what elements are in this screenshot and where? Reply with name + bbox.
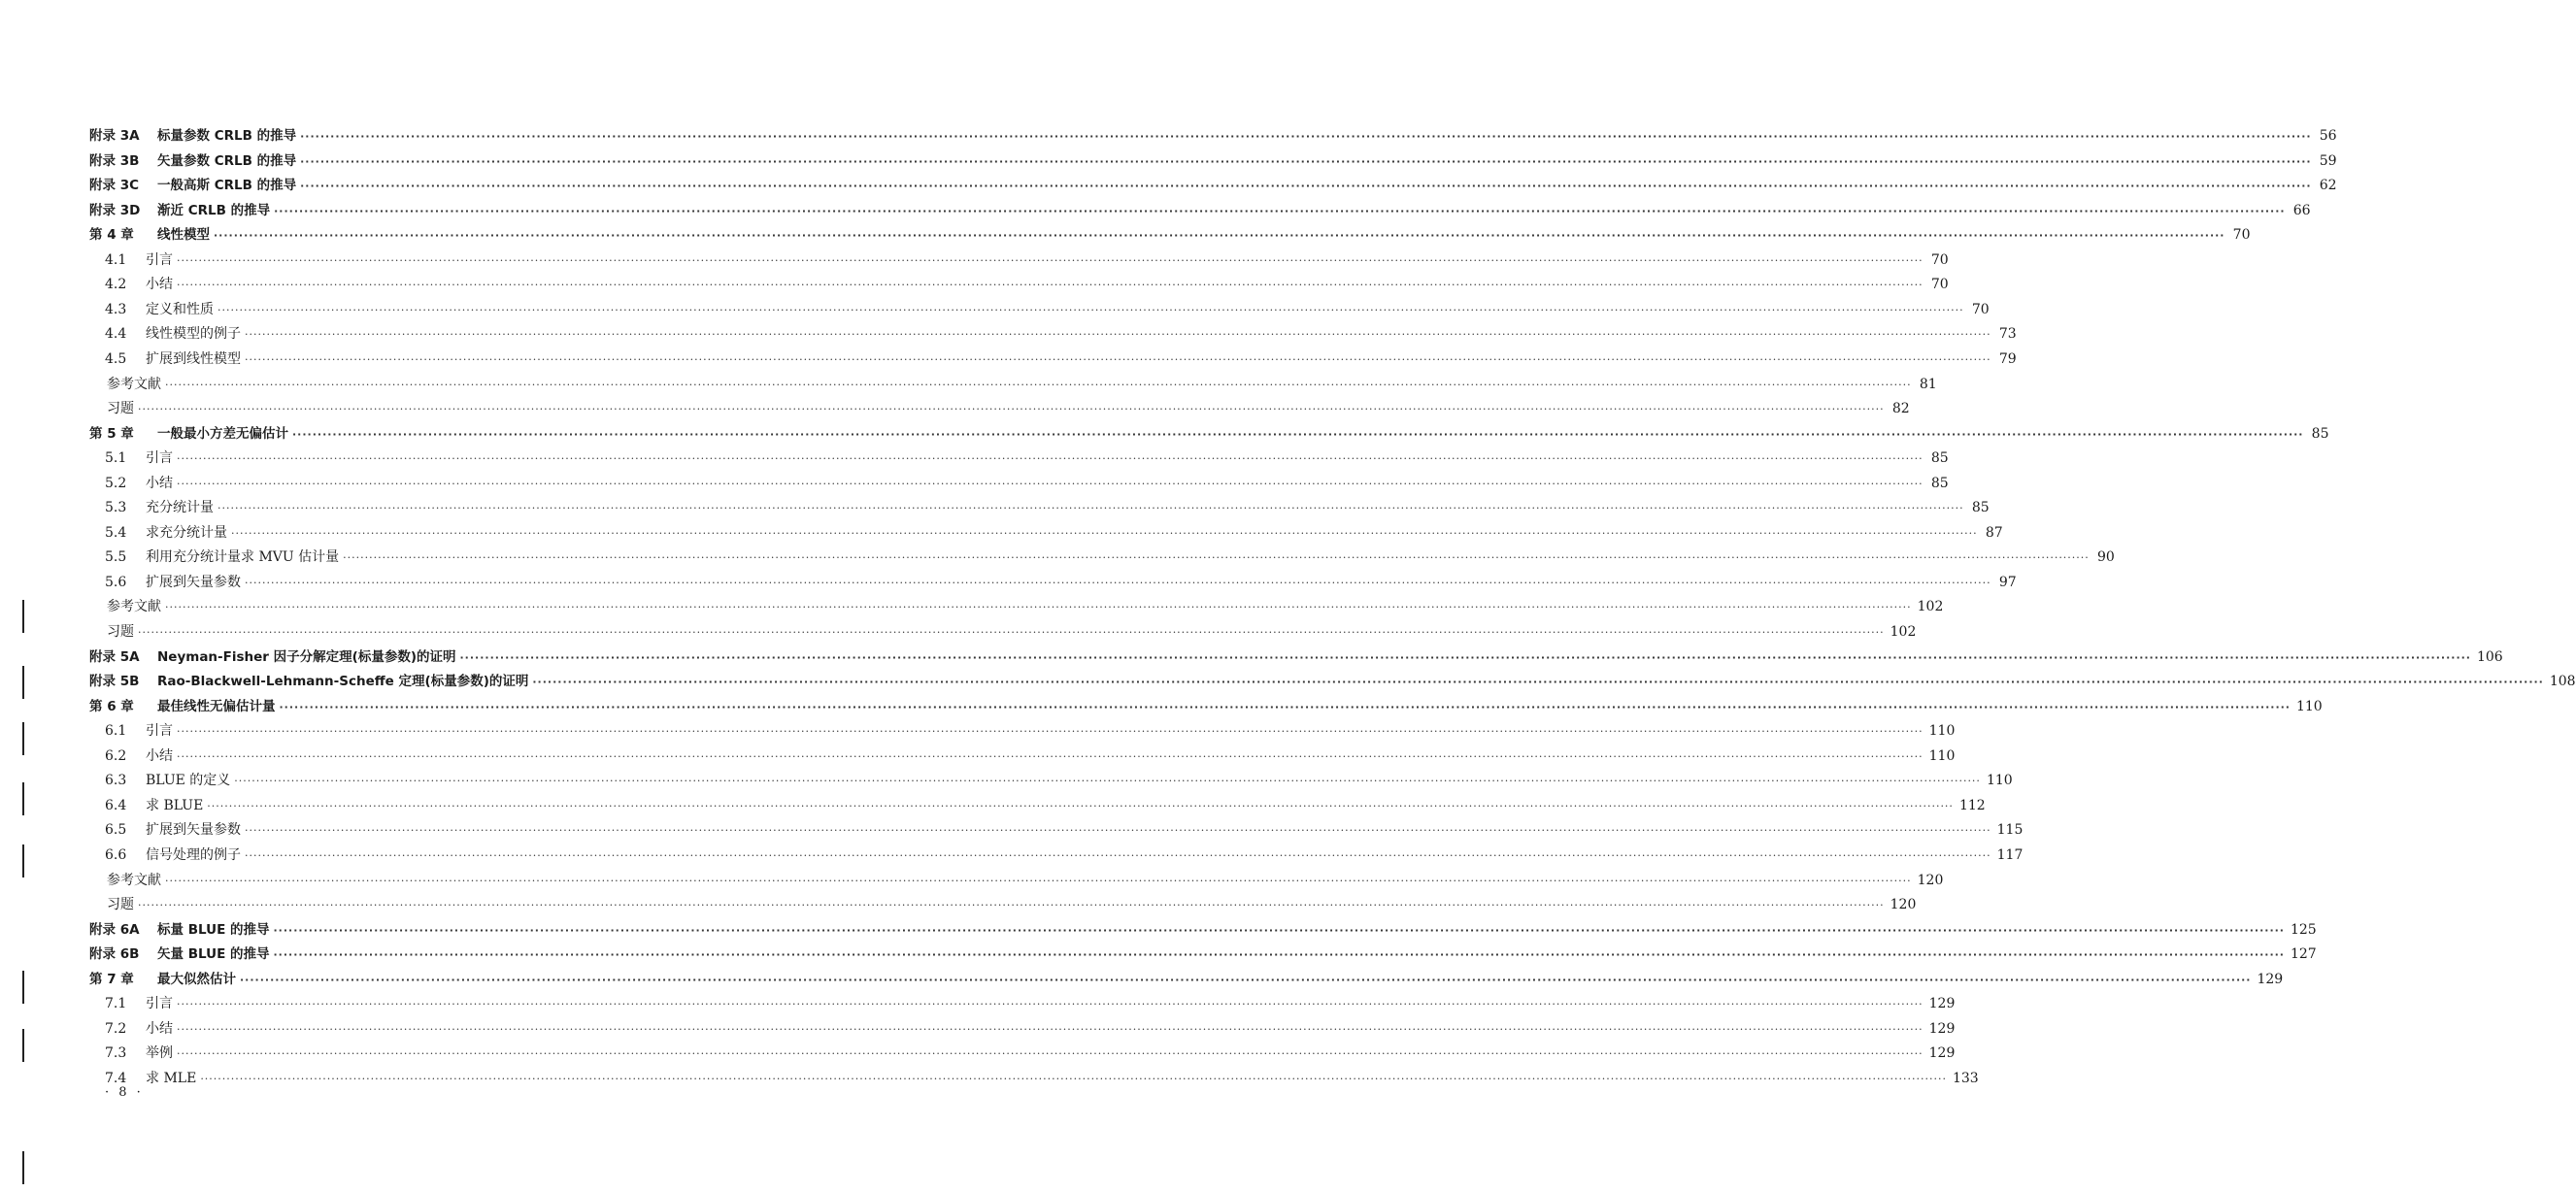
toc-entry-number: 7.4 <box>105 1070 127 1086</box>
leader-dots: ················································································································································································································································································································································································································ <box>234 775 1981 788</box>
scan-edge-mark <box>22 666 24 699</box>
toc-entry-page: 120 <box>1890 897 1917 913</box>
toc-entry-title: 充分统计量 <box>146 500 214 516</box>
leader-dots: ················································································································································································································································································································································································································ <box>300 154 2312 168</box>
leader-dots: ················································································································································································································································································································································································································ <box>343 551 2090 565</box>
toc-entry-title: 小结 <box>146 475 173 491</box>
scan-edge-mark <box>22 1151 24 1184</box>
leader-dots: ················································································································································································································································································································································································································ <box>177 1022 1924 1036</box>
toc-entry-page: 85 <box>1971 500 1990 516</box>
toc-entry-title: 信号处理的例子 <box>146 846 241 863</box>
toc-entry-title: Neyman-Fisher 因子分解定理(标量参数)的证明 <box>157 648 456 665</box>
toc-entry-title: 扩展到线性模型 <box>146 350 241 367</box>
toc-entry-sub <box>107 869 1944 892</box>
scan-edge-mark <box>22 844 24 877</box>
leader-dots: ················································································································································································································································································································································································································ <box>274 204 2286 217</box>
toc-entry-main <box>89 223 2251 247</box>
toc-entry-title: 习题 <box>107 897 134 913</box>
toc-entry-sub <box>107 397 1910 420</box>
toc-entry-main <box>89 646 2503 669</box>
toc-entry-number: 6.3 <box>105 773 127 789</box>
leader-dots: ················································································································································································································································································································································································································ <box>138 626 1885 639</box>
toc-entry-number: 第 7 章 <box>89 971 134 987</box>
toc-entry-section <box>105 794 1986 817</box>
leader-dots: ················································································································································································································································································································································································································ <box>279 700 2291 713</box>
toc-entry-number: 5.2 <box>105 475 127 491</box>
toc-entry-number: 5.1 <box>105 450 127 467</box>
leader-dots: ················································································································································································································································································································································································································ <box>245 848 1991 862</box>
toc-entry-main <box>89 422 2329 446</box>
toc-entry-title: 线性模型的例子 <box>146 326 241 343</box>
leader-dots: ················································································································································································································································································································································································································ <box>217 502 1964 515</box>
toc-entry-section <box>105 1042 1956 1065</box>
toc-entry-title: 扩展到矢量参数 <box>146 574 241 590</box>
toc-entry-title: 最大似然估计 <box>157 971 236 987</box>
toc-entry-page: 129 <box>1928 1045 1956 1062</box>
toc-entry-title: 参考文献 <box>107 872 161 888</box>
toc-entry-page: 85 <box>2311 425 2329 442</box>
toc-entry-title: Rao-Blackwell-Lehmann-Scheffe 定理(标量参数)的证明 <box>157 674 529 690</box>
toc-entry-title: 参考文献 <box>107 376 161 392</box>
toc-entry-title: 小结 <box>146 277 173 293</box>
toc-entry-section <box>105 1017 1956 1041</box>
toc-entry-section <box>105 818 2024 842</box>
toc-entry-title: 一般高斯 CRLB 的推导 <box>157 178 297 194</box>
toc-entry-number: 4.4 <box>105 326 127 343</box>
toc-entry-page: 129 <box>2257 971 2284 987</box>
toc-entry-number: 第 4 章 <box>89 227 134 244</box>
toc-entry-page: 70 <box>1930 277 1949 293</box>
toc-entry-number: 4.3 <box>105 301 127 317</box>
toc-entry-section <box>105 348 2017 371</box>
toc-entry-section <box>105 472 1949 495</box>
toc-entry-number: 附录 5A <box>89 648 140 665</box>
toc-entry-number: 附录 5B <box>89 674 140 690</box>
toc-entry-sub <box>107 595 1944 618</box>
toc-entry-number: 4.1 <box>105 251 127 268</box>
toc-entry-page: 110 <box>2295 698 2323 714</box>
page-number: · 8 · <box>105 1085 144 1100</box>
toc-entry-section <box>105 248 1949 272</box>
scan-edge-mark <box>22 600 24 633</box>
toc-entry-page: 59 <box>2319 152 2337 169</box>
toc-entry-main <box>89 174 2337 197</box>
leader-dots: ················································································································································································································································································································································································································ <box>273 948 2285 962</box>
toc-entry-page: 87 <box>1985 524 2003 541</box>
toc-entry-section <box>105 719 1956 743</box>
leader-dots: ················································································································································································································································································································································································································ <box>217 303 1964 316</box>
toc-entry-title: 标量 BLUE 的推导 <box>157 921 270 938</box>
toc-entry-title: 引言 <box>146 723 173 740</box>
leader-dots: ················································································································································································································································································································································································································ <box>177 279 1924 292</box>
toc-entry-page: 127 <box>2290 946 2317 963</box>
toc-entry-section <box>105 844 2024 867</box>
toc-entry-number: 附录 6B <box>89 946 140 963</box>
toc-entry-number: 7.1 <box>105 996 127 1012</box>
leader-dots: ················································································································································································································································································································································································································ <box>177 1047 1924 1061</box>
toc-entry-main <box>89 695 2323 718</box>
toc-entry-main <box>89 943 2317 966</box>
leader-dots: ················································································································································································································································································································································································································ <box>177 253 1924 267</box>
toc-entry-page: 115 <box>1996 822 2024 839</box>
leader-dots: ················································································································································································································································································································································································································ <box>165 601 1912 614</box>
toc-entry-title: 扩展到矢量参数 <box>146 822 241 839</box>
toc-entry-main <box>89 149 2337 173</box>
toc-entry-page: 133 <box>1952 1070 1979 1086</box>
toc-entry-page: 120 <box>1917 872 1944 888</box>
toc-entry-title: 小结 <box>146 747 173 764</box>
toc-entry-title: 矢量参数 CRLB 的推导 <box>157 152 297 169</box>
toc-entry-title: 习题 <box>107 624 134 640</box>
leader-dots: ················································································································································································································································································································································································································ <box>138 403 1885 416</box>
toc-entry-sub <box>107 373 1937 396</box>
toc-entry-section <box>105 447 1949 470</box>
toc-entry-title: 引言 <box>146 251 173 268</box>
toc-entry-title: 标量参数 CRLB 的推导 <box>157 128 297 144</box>
leader-dots: ················································································································································································································································································································································································································ <box>459 650 2471 664</box>
toc-entry-page: 56 <box>2319 128 2337 144</box>
toc-entry-number: 附录 3D <box>89 202 141 218</box>
toc-entry-page: 108 <box>2549 674 2576 690</box>
leader-dots: ················································································································································································································································································································································································································ <box>177 477 1924 490</box>
toc-entry-main <box>89 918 2317 942</box>
toc-entry-title: 矢量 BLUE 的推导 <box>157 946 270 963</box>
toc-entry-sub <box>107 620 1917 644</box>
toc-entry-main <box>89 124 2337 148</box>
toc-entry-page: 66 <box>2292 202 2311 218</box>
toc-entry-number: 附录 3B <box>89 152 140 169</box>
toc-entry-page: 112 <box>1958 797 1986 813</box>
toc-entry-section <box>105 745 1956 768</box>
toc-entry-number: 5.3 <box>105 500 127 516</box>
toc-entry-page: 102 <box>1890 624 1917 640</box>
toc-entry-page: 70 <box>1971 301 1990 317</box>
toc-entry-number: 附录 6A <box>89 921 140 938</box>
toc-entry-title: 最佳线性无偏估计量 <box>157 698 276 714</box>
toc-entry-number: 5.5 <box>105 549 127 566</box>
toc-entry-title: 求 BLUE <box>146 797 204 813</box>
toc-entry-number: 4.5 <box>105 350 127 367</box>
toc-entry-title: 渐近 CRLB 的推导 <box>157 202 271 218</box>
leader-dots: ················································································································································································································································································································································································································ <box>165 378 1912 391</box>
toc-entry-title: 求充分统计量 <box>146 524 227 541</box>
toc-entry-title: 小结 <box>146 1020 173 1037</box>
scan-edge-mark <box>22 971 24 1004</box>
toc-entry-number: 6.1 <box>105 723 127 740</box>
toc-entry-main <box>89 968 2284 991</box>
leader-dots: ················································································································································································································································································································································································································ <box>240 973 2252 986</box>
leader-dots: ················································································································································································································································································································································································································ <box>165 874 1912 887</box>
toc-entry-page: 82 <box>1891 401 1910 417</box>
toc-entry-page: 125 <box>2290 921 2317 938</box>
toc-entry-title: 利用充分统计量求 MVU 估计量 <box>146 549 340 566</box>
toc-entry-page: 129 <box>1928 996 1956 1012</box>
toc-entry-main <box>89 199 2311 222</box>
toc-entry-number: 第 5 章 <box>89 425 134 442</box>
toc-entry-section <box>105 273 1949 296</box>
leader-dots: ················································································································································································································································································································································································································ <box>177 452 1924 466</box>
toc-entry-number: 6.2 <box>105 747 127 764</box>
toc-entry-page: 70 <box>2232 227 2251 244</box>
toc-entry-number: 7.2 <box>105 1020 127 1037</box>
leader-dots: ················································································································································································································································································································································································································ <box>214 229 2225 243</box>
scan-edge-mark <box>22 722 24 755</box>
toc-entry-title: BLUE 的定义 <box>146 773 231 789</box>
toc-entry-page: 106 <box>2476 648 2503 665</box>
leader-dots: ················································································································································································································································································································································································································ <box>207 799 1954 812</box>
toc-entry-title: 引言 <box>146 996 173 1012</box>
leader-dots: ················································································································································································································································································································································································································ <box>292 427 2304 441</box>
toc-entry-title: 定义和性质 <box>146 301 214 317</box>
toc-entry-page: 85 <box>1930 475 1949 491</box>
scan-edge-mark <box>22 1029 24 1062</box>
toc-entry-number: 5.4 <box>105 524 127 541</box>
toc-entry-number: 7.3 <box>105 1045 127 1062</box>
leader-dots: ················································································································································································································································································································································································································ <box>245 576 1991 589</box>
toc-entry-sub <box>107 893 1917 916</box>
leader-dots: ················································································································································································································································································································································································································ <box>300 180 2312 193</box>
leader-dots: ················································································································································································································································································································································································································ <box>245 328 1991 342</box>
toc-entry-title: 参考文献 <box>107 599 161 615</box>
toc-entry-page: 85 <box>1930 450 1949 467</box>
toc-entry-number: 4.2 <box>105 277 127 293</box>
toc-entry-title: 习题 <box>107 401 134 417</box>
toc-entry-page: 70 <box>1930 251 1949 268</box>
toc-entry-number: 6.6 <box>105 846 127 863</box>
leader-dots: ················································································································································································································································································································································································································ <box>200 1072 1947 1085</box>
leader-dots: ················································································································································································································································································································································································································ <box>177 749 1924 763</box>
toc-entry-page: 97 <box>1998 574 2017 590</box>
toc-entry-number: 附录 3A <box>89 128 140 144</box>
leader-dots: ················································································································································································································································································································································································································ <box>231 526 1978 540</box>
leader-dots: ················································································································································································································································································································································································································ <box>532 676 2544 689</box>
toc-entry-section <box>105 571 2017 594</box>
leader-dots: ················································································································································································································································································································································································································ <box>273 923 2285 937</box>
toc-entry-number: 附录 3C <box>89 178 140 194</box>
toc-entry-number: 6.4 <box>105 797 127 813</box>
toc-entry-section <box>105 496 1990 519</box>
toc-entry-section <box>105 769 2013 792</box>
toc-entry-title: 举例 <box>146 1045 173 1062</box>
leader-dots: ················································································································································································································································································································································································································ <box>300 130 2312 143</box>
toc-entry-page: 90 <box>2096 549 2115 566</box>
toc-entry-page: 81 <box>1919 376 1937 392</box>
leader-dots: ················································································································································································································································································································································································································ <box>245 824 1991 838</box>
toc-entry-section <box>105 521 2003 545</box>
scan-edge-mark <box>22 782 24 815</box>
toc-entry-page: 110 <box>1928 747 1956 764</box>
toc-entry-main <box>89 670 2576 693</box>
toc-entry-page: 102 <box>1917 599 1944 615</box>
toc-entry-section <box>105 546 2115 569</box>
toc-entry-title: 线性模型 <box>157 227 210 244</box>
toc-entry-page: 110 <box>1986 773 2013 789</box>
toc-entry-title: 求 MLE <box>146 1070 197 1086</box>
toc-entry-page: 129 <box>1928 1020 1956 1037</box>
leader-dots: ················································································································································································································································································································································································································ <box>177 725 1924 739</box>
toc-entry-number: 第 6 章 <box>89 698 134 714</box>
toc-entry-section <box>105 992 1956 1015</box>
toc-entry-number: 6.5 <box>105 822 127 839</box>
toc-entry-page: 73 <box>1998 326 2017 343</box>
toc-entry-section <box>105 298 1990 321</box>
leader-dots: ················································································································································································································································································································································································································ <box>138 899 1885 912</box>
toc-entry-section <box>105 322 2017 346</box>
toc-entry-title: 一般最小方差无偏估计 <box>157 425 288 442</box>
toc-entry-section <box>105 1067 1979 1090</box>
toc-entry-page: 110 <box>1928 723 1956 740</box>
toc-entry-number: 5.6 <box>105 574 127 590</box>
toc-entry-page: 117 <box>1996 846 2024 863</box>
toc-entry-page: 79 <box>1998 350 2017 367</box>
leader-dots: ················································································································································································································································································································································································································ <box>245 352 1991 366</box>
leader-dots: ················································································································································································································································································································································································································ <box>177 998 1924 1011</box>
toc-entry-title: 引言 <box>146 450 173 467</box>
toc-entry-page: 62 <box>2319 178 2337 194</box>
